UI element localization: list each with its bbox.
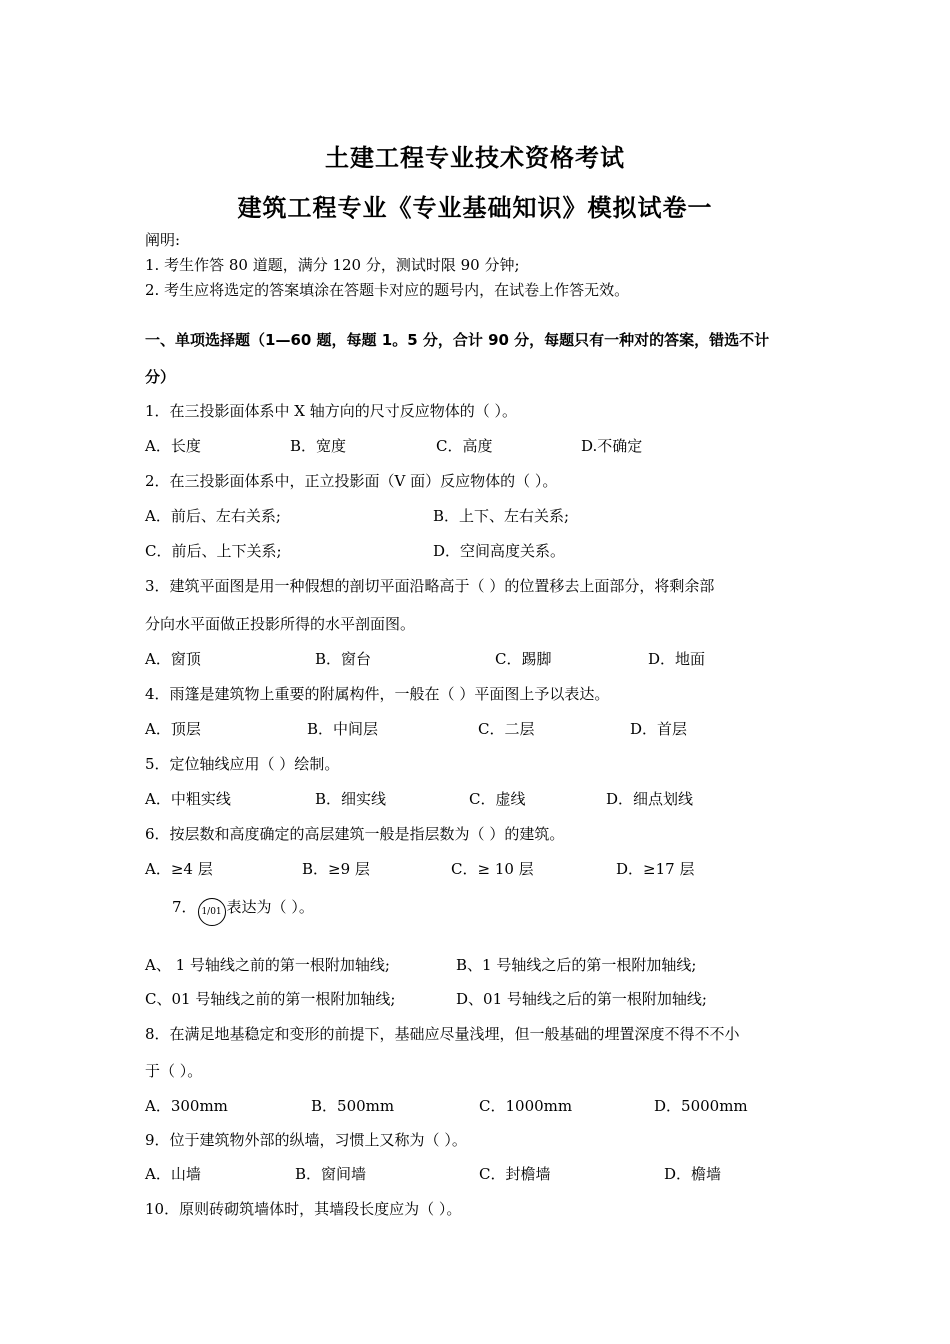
question-stem: 4．雨篷是建筑物上重要的附属构件，一般在（ ）平面图上予以表达。 bbox=[145, 685, 610, 703]
option-d: D．≥17 层 bbox=[616, 860, 695, 878]
question-stem: 1．在三投影面体系中 X 轴方向的尺寸反应物体的（ ）。 bbox=[145, 402, 518, 420]
axis-label-symbol: 1/01 bbox=[198, 898, 226, 926]
option-b: B．≥9 层 bbox=[302, 860, 370, 878]
option-a: A．长度 bbox=[145, 437, 201, 455]
option-b: B．500mm bbox=[311, 1097, 395, 1115]
option-c: C．封檐墙 bbox=[479, 1165, 551, 1183]
option-b: B．上下、左右关系; bbox=[433, 507, 570, 525]
option-d: D．檐墙 bbox=[664, 1165, 722, 1183]
section-heading-cont: 分） bbox=[145, 368, 176, 386]
option-c: C、01 号轴线之前的第一根附加轴线; bbox=[145, 990, 396, 1008]
option-c: C．虚线 bbox=[469, 790, 526, 808]
instruction-item: 2. 考生应将选定的答案填涂在答题卡对应的题号内，在试卷上作答无效。 bbox=[145, 281, 630, 299]
option-a: A、 1 号轴线之前的第一根附加轴线; bbox=[145, 956, 390, 974]
option-b: B．窗间墙 bbox=[295, 1165, 367, 1183]
exam-title: 土建工程专业技术资格考试 bbox=[325, 144, 625, 172]
option-d: D.不确定 bbox=[581, 437, 643, 455]
option-c: C．踢脚 bbox=[495, 650, 552, 668]
option-a: A．≥4 层 bbox=[145, 860, 213, 878]
question-stem: 8．在满足地基稳定和变形的前提下，基础应尽量浅埋，但一般基础的埋置深度不得不不小 bbox=[145, 1025, 740, 1043]
option-c: C．≥ 10 层 bbox=[451, 860, 534, 878]
question-number: 7． bbox=[172, 898, 197, 916]
option-c: C．高度 bbox=[436, 437, 493, 455]
question-stem: 5．定位轴线应用（ ）绘制。 bbox=[145, 755, 340, 773]
section-heading: 一、单项选择题（1—60 题，每题 1。5 分，合计 90 分，每题只有一种对的答案，错选不计 bbox=[145, 331, 770, 349]
option-b: B．中间层 bbox=[307, 720, 379, 738]
instructions-label: 阐明: bbox=[145, 231, 181, 249]
paper-title: 建筑工程专业《专业基础知识》模拟试卷一 bbox=[237, 194, 713, 222]
question-stem: 10．原则砖砌筑墙体时，其墙段长度应为（ ）。 bbox=[145, 1200, 462, 1218]
question-stem: 6．按层数和高度确定的高层建筑一般是指层数为（ ）的建筑。 bbox=[145, 825, 565, 843]
question-stem: 9．位于建筑物外部的纵墙，习惯上又称为（ ）。 bbox=[145, 1131, 467, 1149]
option-b: B．细实线 bbox=[315, 790, 387, 808]
question-stem: 2．在三投影面体系中，正立投影面（V 面）反应物体的（ ）。 bbox=[145, 472, 558, 490]
question-stem: 3．建筑平面图是用一种假想的剖切平面沿略高于（ ）的位置移去上面部分，将剩余部 bbox=[145, 577, 715, 595]
option-b: B、1 号轴线之后的第一根附加轴线; bbox=[456, 956, 697, 974]
option-a: A．窗顶 bbox=[145, 650, 201, 668]
instruction-item: 1. 考生作答 80 道题，满分 120 分，测试时限 90 分钟; bbox=[145, 256, 520, 274]
option-a: A．山墙 bbox=[145, 1165, 201, 1183]
option-a: A．顶层 bbox=[145, 720, 201, 738]
option-c: C．二层 bbox=[478, 720, 535, 738]
option-c: C．前后、上下关系; bbox=[145, 542, 282, 560]
question-stem-text: 表达为（ ）。 bbox=[226, 898, 314, 916]
question-stem-cont: 于（ ）。 bbox=[145, 1062, 203, 1080]
option-a: A．中粗实线 bbox=[145, 790, 231, 808]
option-a: A．前后、左右关系; bbox=[145, 507, 281, 525]
option-d: D．5000mm bbox=[654, 1097, 748, 1115]
option-a: A．300mm bbox=[145, 1097, 228, 1115]
option-d: D．地面 bbox=[648, 650, 706, 668]
question-stem-cont: 分向水平面做正投影所得的水平剖面图。 bbox=[145, 615, 416, 633]
option-b: B．窗台 bbox=[315, 650, 372, 668]
option-c: C．1000mm bbox=[479, 1097, 573, 1115]
option-d: D．细点划线 bbox=[606, 790, 694, 808]
option-b: B．宽度 bbox=[290, 437, 347, 455]
option-d: D．空间高度关系。 bbox=[433, 542, 566, 560]
question-stem bbox=[172, 896, 314, 926]
option-d: D、01 号轴线之后的第一根附加轴线; bbox=[456, 990, 707, 1008]
option-d: D．首层 bbox=[630, 720, 688, 738]
